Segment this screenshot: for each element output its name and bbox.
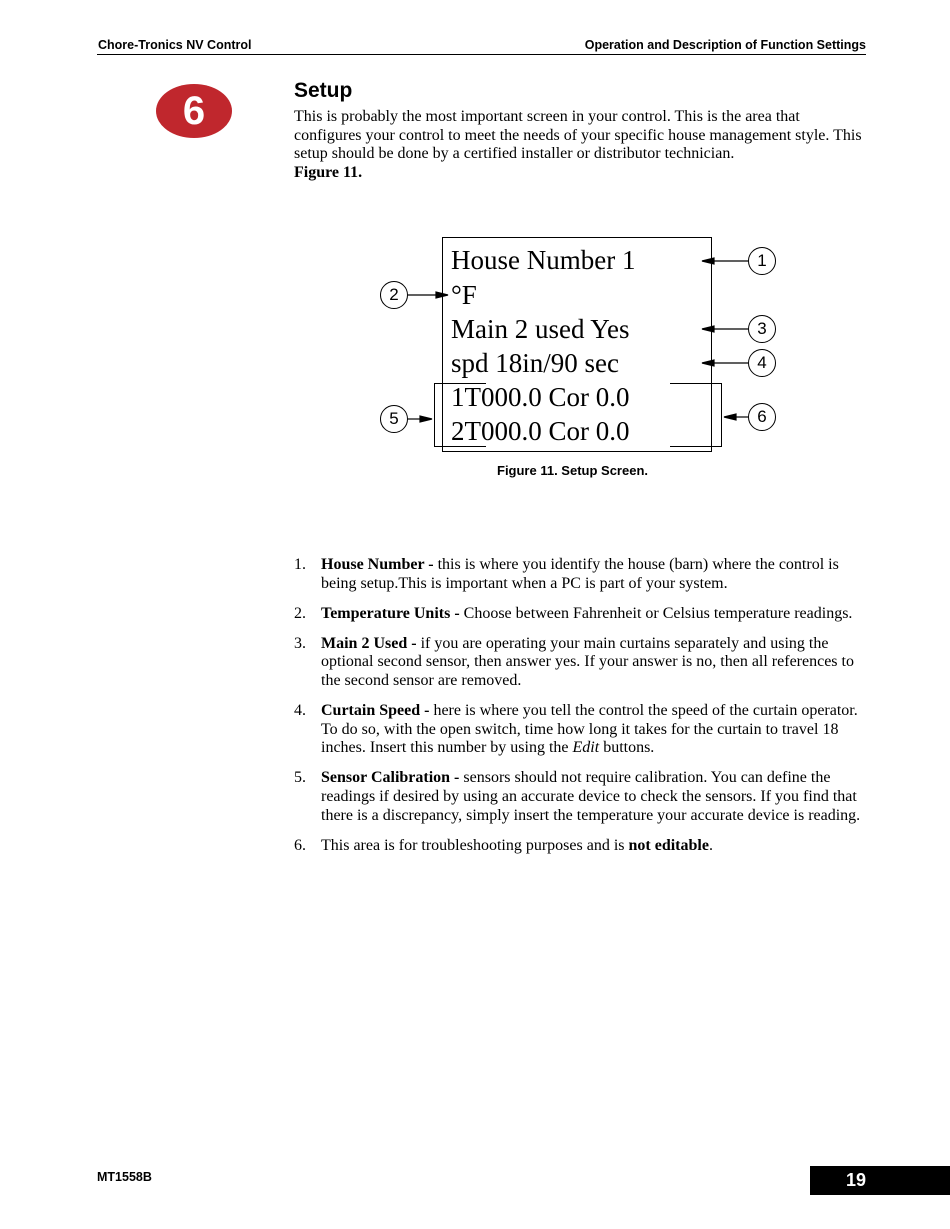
item-term: Sensor Calibration -: [321, 769, 460, 787]
screen-line-curtain-speed: spd 18in/90 sec: [451, 348, 619, 378]
callout-5: 5: [380, 405, 408, 433]
footer-doc-id: MT1558B: [97, 1170, 152, 1184]
callout-4: 4: [748, 349, 776, 377]
screen-line-sensor2: 2T000.0 Cor 0.0: [451, 416, 630, 446]
item-text: sensors should not require calibration. You can define the readings if desired by using an accurate device to check the sensors. If you find that there is a discrepancy, simply insert the temperature your accurate device is reading.: [321, 769, 861, 824]
sensor-calibration-bracket: [434, 383, 486, 447]
item-term: Main 2 Used -: [321, 634, 417, 652]
callout-2: 2: [380, 281, 408, 309]
item-number: 3.: [294, 634, 306, 652]
item-text-end: .: [708, 836, 713, 854]
screen-line-temp-units: °F: [451, 280, 477, 310]
callout-1: 1: [748, 247, 776, 275]
item-text: Choose between Fahrenheit or Celsius temperature readings.: [459, 604, 853, 622]
figure-reference: Figure 11.: [294, 163, 363, 181]
section-intro: [294, 108, 866, 182]
item-number: 2.: [294, 604, 306, 622]
troubleshooting-bracket: [670, 383, 722, 447]
list-item: [294, 837, 866, 856]
section-title: Setup: [294, 79, 353, 102]
screen-line-main2-used: Main 2 used Yes: [451, 314, 630, 344]
item-term: Curtain Speed -: [321, 702, 430, 720]
item-term: Temperature Units -: [321, 604, 460, 622]
item-number: 4.: [294, 702, 306, 720]
item-text: this is where you identify the house (barn) where the control is being setup.This is important when a PC is part of your system.: [321, 556, 839, 592]
callout-3: 3: [748, 315, 776, 343]
item-term: House Number -: [321, 556, 434, 573]
setting-descriptions: [294, 556, 866, 867]
item-text-end: buttons.: [599, 739, 655, 757]
list-item: [294, 605, 866, 624]
list-item: [294, 635, 866, 691]
figure-caption: Figure 11. Setup Screen.: [497, 463, 648, 478]
item-number: 1.: [294, 556, 306, 573]
section-number-badge: 6: [156, 84, 232, 138]
list-item: [294, 702, 866, 758]
item-text: if you are operating your main curtains separately and using the optional second sensor, then answer yes. If your answer is no, then all references to the second sensor are removed.: [321, 634, 854, 689]
list-item: [294, 769, 866, 825]
page-number: 19: [810, 1166, 950, 1195]
header-doc-title: Chore-Tronics NV Control: [98, 38, 252, 52]
intro-text: This is probably the most important screen in your control. This is the area that configures your control to meet the needs of your specific house management style. This setup should be done by a certified installer or distributor technician.: [294, 108, 862, 163]
screen-line-sensor1: 1T000.0 Cor 0.0: [451, 382, 630, 412]
item-number: 6.: [294, 836, 306, 854]
item-bold: not editable: [628, 836, 709, 854]
screen-line-house-number: House Number 1: [451, 245, 636, 275]
item-italic: Edit: [572, 739, 600, 757]
callout-6: 6: [748, 403, 776, 431]
header-section-title: Operation and Description of Function Settings: [584, 38, 866, 52]
item-text: This area is for troubleshooting purposes and is: [321, 836, 629, 854]
item-number: 5.: [294, 769, 306, 787]
item-text: here is where you tell the control the speed of the curtain operator. To do so, with the open switch, time how long it takes for the curtain to travel 18 inches. Insert this number by using the: [321, 702, 858, 757]
list-item: [294, 556, 866, 593]
header-rule: [97, 54, 866, 55]
